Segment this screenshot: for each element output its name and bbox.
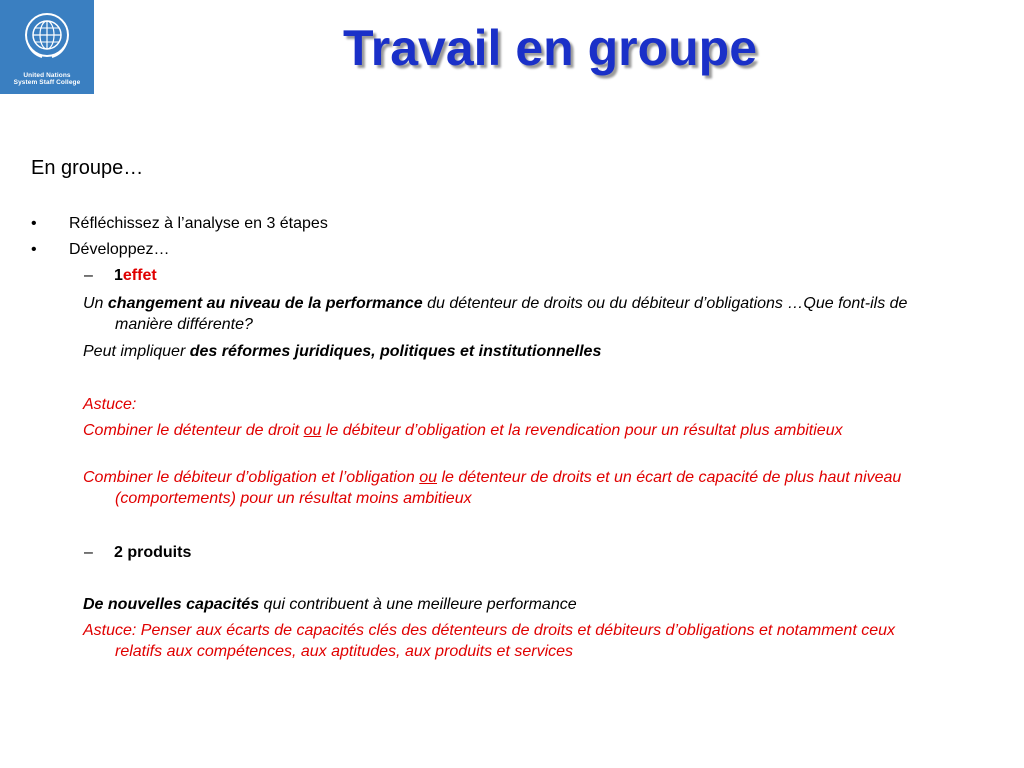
tip-combiner-1 [83, 420, 945, 441]
item-effet [114, 265, 157, 286]
un-emblem-icon [22, 10, 72, 60]
para-impliquer [83, 341, 945, 362]
bullet-developpez: Développez… [69, 241, 170, 258]
tip-penser: Astuce: Penser aux écarts de capacités clés des détenteurs de droits et débiteurs d’obligations et notamment ceux relatifs aux compétences, aux aptitudes, aux produits et services [83, 622, 896, 660]
bullet-marker: • [31, 241, 37, 258]
para-bold: De nouvelles capacités [83, 596, 260, 613]
slide-title: Travail en groupe [342, 20, 757, 76]
logo-org-line2: System Staff College [13, 79, 81, 86]
para-text: Un [83, 295, 108, 312]
bullet-marker: • [31, 215, 37, 232]
tip-text: Combiner le débiteur d’obligation et l’obligation [83, 469, 420, 486]
tip-underline: ou [303, 422, 322, 439]
para-bold: changement au niveau de la performance [107, 295, 423, 312]
unssc-logo [0, 0, 94, 94]
para-text: du détenteur de droits ou du débiteur d’obligations …Que font-ils de manière différente? [115, 295, 908, 333]
dash-marker: – [84, 544, 93, 561]
tip-label: Astuce: [83, 396, 137, 413]
para-text: Peut impliquer [83, 343, 190, 360]
tip-text: Combiner le détenteur de droit [83, 422, 304, 439]
tip-text: le détenteur de droits et un écart de capacité de plus haut niveau (comportements) pour un résultat moins ambitieux [115, 469, 902, 507]
para-text: qui contribuent à une meilleure performance [259, 596, 577, 613]
bullet-analyse: Réfléchissez à l’analyse en 3 étapes [69, 215, 328, 232]
item-produits: 2 produits [114, 544, 192, 561]
section-heading: En groupe… [31, 157, 144, 179]
tip-underline: ou [419, 469, 438, 486]
logo-org-line1: United Nations [23, 72, 71, 79]
dash-marker: – [84, 267, 93, 284]
tip-combiner-2 [83, 467, 945, 509]
para-changement [83, 293, 945, 335]
item-label: effet [122, 267, 157, 284]
para-bold: des réformes juridiques, politiques et institutionnelles [189, 343, 602, 360]
item-number: 1 [114, 267, 123, 284]
tip-text: le débiteur d’obligation et la revendication pour un résultat plus ambitieux [321, 422, 843, 439]
para-capacites [83, 594, 945, 615]
